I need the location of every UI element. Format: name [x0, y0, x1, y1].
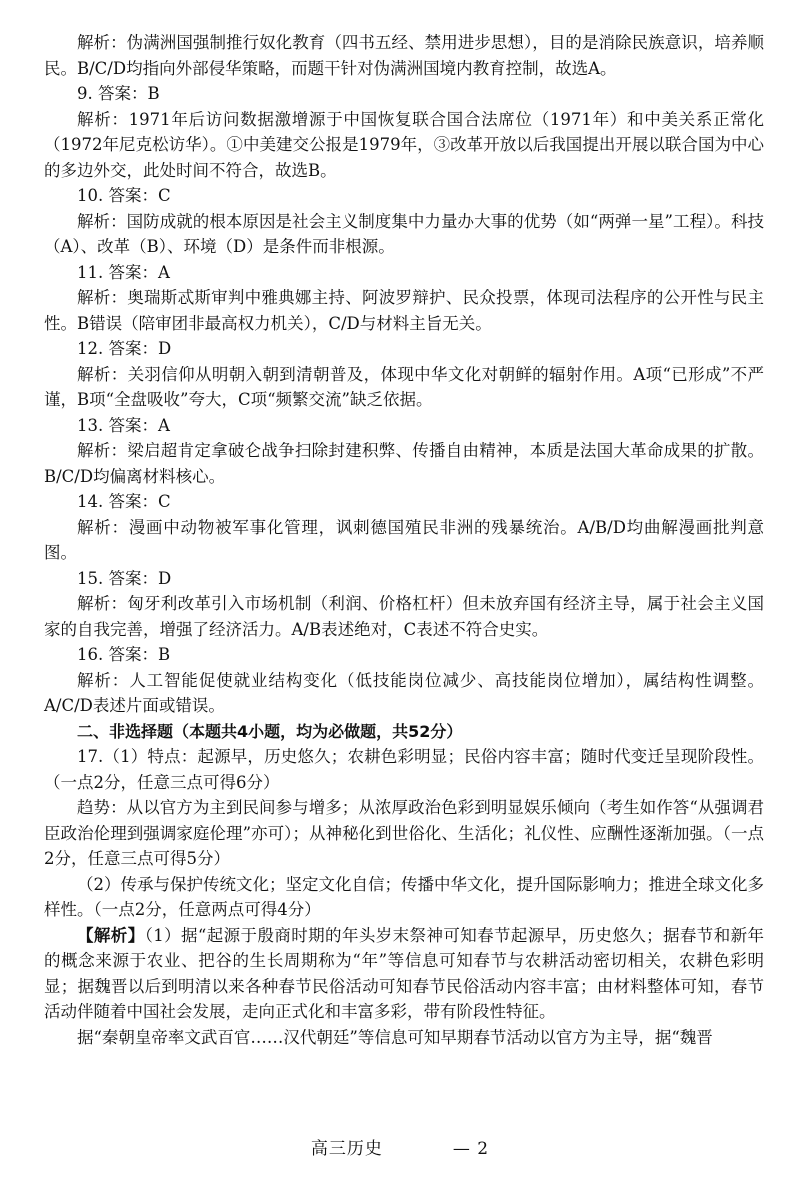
- answer-16-key: 16. 答案：B: [77, 645, 171, 664]
- section-heading: 二、非选择题（本题共4小题，均为必做题，共52分）: [77, 721, 463, 741]
- answer-8-analysis: 解析：伪满洲国强制推行奴化教育（四书五经、禁用进步思想），目的是消除民族意识，培养顺民。B/C/D均指向外部侵华策略，而题干针对伪满洲国境内教育控制，故选A。: [44, 33, 764, 78]
- answer-9-analysis: 解析：1971年后访问数据激增源于中国恢复联合国合法席位（1971年）和中美关系正常化（1972年尼克松访华）。①中美建交公报是1979年，③改革开放以后我国提出开展以联合国为中心的多边外交，此处时间不符合，故选B。: [44, 109, 764, 180]
- q17-analysis-1-text: （1）据“起源于殷商时期的年头岁末祭神可知春节起源早，历史悠久；据春节和新年的概念来源于农业、把谷的生长周期称为“年”等信息可知春节与农耕活动密切相关，农耕色彩明显；据魏晋以后到明清以来各种春节民俗活动可知春节民俗活动内容丰富；由材料整体可知，春节活动伴随着中国社会发展，走向正式化和丰富多彩，带有阶段性特征。: [44, 925, 764, 1021]
- answer-14-key: 14. 答案：C: [77, 492, 171, 511]
- page-footer: [0, 1134, 800, 1159]
- q17-part1-trend: 趋势：从以官方为主到民间参与增多；从浓厚政治色彩到明显娱乐倾向（考生如作答“从强调君臣政治伦理到强调家庭伦理”亦可）；从神秘化到世俗化、生活化；礼仪性、应酬性逐渐加强。（一点2分，任意三点可得5分）: [44, 798, 764, 868]
- document-page: [44, 30, 764, 1050]
- analysis-label: 【解析】: [77, 925, 145, 945]
- q17-part2: （2）传承与保护传统文化；坚定文化自信；传播中华文化，提升国际影响力；推进全球文化多样性。（一点2分，任意两点可得4分）: [44, 874, 764, 919]
- q17-analysis-1: [44, 923, 764, 1025]
- answer-10-analysis: 解析：国防成就的根本原因是社会主义制度集中力量办大事的优势（如“两弹一星”工程）。科技（A）、改革（B）、环境（D）是条件而非根源。: [44, 211, 764, 256]
- answer-16-analysis: 解析：人工智能促使就业结构变化（低技能岗位减少、高技能岗位增加），属结构性调整。A/C/D表述片面或错误。: [44, 670, 764, 715]
- answer-11-key: 11. 答案：A: [77, 262, 170, 282]
- answer-13-key: 13. 答案：A: [77, 415, 170, 435]
- answer-12-key: 12. 答案：D: [77, 339, 172, 358]
- answer-13-analysis: 解析：梁启超肯定拿破仑战争扫除封建积弊、传播自由精神，本质是法国大革命成果的扩散。B/C/D均偏离材料核心。: [44, 441, 764, 486]
- q17-part1-features: 17.（1）特点：起源早，历史悠久；农耕色彩明显；民俗内容丰富；随时代变迁呈现阶段性。（一点2分，任意三点可得6分）: [44, 747, 764, 792]
- q17-analysis-2: 据“秦朝皇帝率文武百官……汉代朝廷”等信息可知早期春节活动以官方为主导，据“魏晋: [77, 1027, 713, 1047]
- answer-15-analysis: 解析：匈牙利改革引入市场机制（利润、价格杠杆）但未放弃国有经济主导，属于社会主义国家的自我完善，增强了经济活力。A/B表述绝对，C表述不符合史实。: [44, 594, 764, 639]
- footer-subject: 高三历史: [310, 1139, 383, 1159]
- answer-11-analysis: 解析：奥瑞斯忒斯审判中雅典娜主持、阿波罗辩护、民众投票，体现司法程序的公开性与民主性。B错误（陪审团非最高权力机关），C/D与材料主旨无关。: [44, 288, 764, 333]
- answer-14-analysis: 解析：漫画中动物被军事化管理，讽刺德国殖民非洲的残暴统治。A/B/D均曲解漫画批判意图。: [44, 517, 764, 562]
- footer-page-number: — 2: [452, 1139, 490, 1159]
- answer-12-analysis: 解析：关羽信仰从明朝入朝到清朝普及，体现中华文化对朝鲜的辐射作用。A项“已形成”不严谨，B项“全盘吸收”夸大，C项“频繁交流”缺乏依据。: [44, 364, 764, 409]
- answer-9-key: 9. 答案：B: [77, 84, 160, 103]
- answer-10-key: 10. 答案：C: [77, 186, 171, 205]
- answer-15-key: 15. 答案：D: [77, 568, 172, 588]
